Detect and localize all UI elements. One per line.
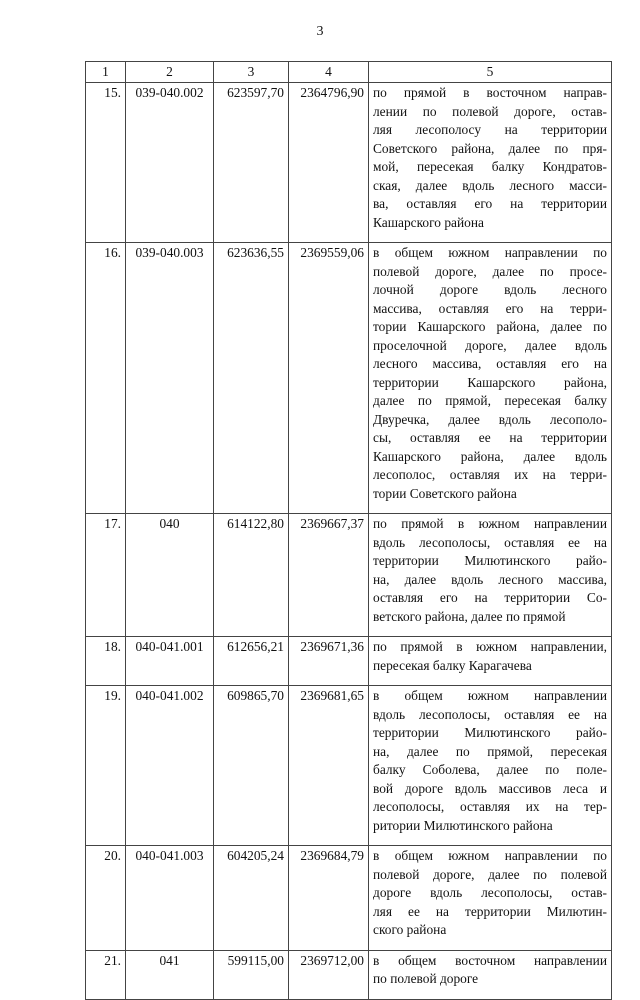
column-header-x: 3 bbox=[214, 62, 289, 83]
coordinate-x-cell: 609865,70 bbox=[214, 686, 289, 846]
point-number-cell: 17. bbox=[86, 514, 126, 637]
description-line: ского района bbox=[373, 922, 447, 937]
description-line: Кашарского района bbox=[373, 214, 484, 230]
description-line: по прямой в южном направлении, bbox=[373, 639, 607, 654]
point-number-cell: 21. bbox=[86, 950, 126, 999]
description-line: территории Милютинского райо- bbox=[373, 553, 607, 568]
table-row bbox=[86, 686, 612, 846]
description-line: далее по прямой, пересекая балку bbox=[373, 393, 607, 408]
description-line: территории Кашарского района, bbox=[373, 374, 607, 390]
boundary-description-cell bbox=[369, 637, 612, 686]
description-line: на, далее вдоль лесного массива, bbox=[373, 571, 607, 587]
description-line: ритории Милютинского района bbox=[373, 817, 553, 833]
description-line: лочной дороге вдоль лесного bbox=[373, 282, 607, 297]
point-number-cell: 18. bbox=[86, 637, 126, 686]
description-line: в общем южном направлении bbox=[373, 688, 607, 703]
description-line: лесополос, оставляя их на терри- bbox=[373, 467, 607, 482]
point-number-cell: 19. bbox=[86, 686, 126, 846]
coordinate-x-cell: 623597,70 bbox=[214, 83, 289, 243]
point-code-cell: 039-040.003 bbox=[126, 243, 214, 514]
description-line: массива, оставляя его на терри- bbox=[373, 300, 607, 316]
boundary-description-cell bbox=[369, 243, 612, 514]
column-header-code: 2 bbox=[126, 62, 214, 83]
description-line: полевой дороге, далее по полевой bbox=[373, 866, 607, 882]
coordinate-y-cell: 2369671,36 bbox=[289, 637, 369, 686]
boundary-description-cell bbox=[369, 950, 612, 999]
description-line: мой, пересекая балку Кондратов- bbox=[373, 159, 607, 174]
point-code-cell: 040-041.003 bbox=[126, 846, 214, 951]
description-line: лесного массива, оставляя его на bbox=[373, 356, 607, 371]
boundary-description-cell bbox=[369, 686, 612, 846]
table-row bbox=[86, 846, 612, 951]
boundary-points-table bbox=[85, 61, 612, 1000]
description-line: ляя ее на территории Милютин- bbox=[373, 903, 607, 919]
description-line: балку Соболева, далее по поле- bbox=[373, 762, 607, 777]
description-line: ская, далее вдоль лесного масси- bbox=[373, 177, 607, 193]
point-code-cell: 040-041.002 bbox=[126, 686, 214, 846]
coordinate-x-cell: 599115,00 bbox=[214, 950, 289, 999]
coordinate-y-cell: 2369681,65 bbox=[289, 686, 369, 846]
point-number-cell: 16. bbox=[86, 243, 126, 514]
table-row bbox=[86, 243, 612, 514]
boundary-description-cell bbox=[369, 83, 612, 243]
point-code-cell: 039-040.002 bbox=[126, 83, 214, 243]
coordinate-x-cell: 612656,21 bbox=[214, 637, 289, 686]
description-line: дороге вдоль лесополосы, остав- bbox=[373, 885, 607, 900]
description-line: Советского района, далее по пря- bbox=[373, 140, 607, 156]
table-row bbox=[86, 514, 612, 637]
description-line: лесополосы, оставляя их на тер- bbox=[373, 799, 607, 814]
coordinate-x-cell: 623636,55 bbox=[214, 243, 289, 514]
description-line: вой дороге вдоль массивов леса и bbox=[373, 780, 607, 796]
description-line: тории Советского района bbox=[373, 485, 517, 501]
description-line: на, далее по прямой, пересекая bbox=[373, 743, 607, 759]
table-header-row bbox=[86, 62, 612, 83]
description-line: вдоль лесополосы, оставляя ее на bbox=[373, 534, 607, 550]
point-number-cell: 20. bbox=[86, 846, 126, 951]
point-code-cell: 040-041.001 bbox=[126, 637, 214, 686]
coordinate-x-cell: 604205,24 bbox=[214, 846, 289, 951]
description-line: лении по полевой дороге, остав- bbox=[373, 103, 607, 119]
description-line: Двуречка, далее вдоль лесополо- bbox=[373, 411, 607, 427]
coordinate-y-cell: 2369559,06 bbox=[289, 243, 369, 514]
coordinate-y-cell: 2369684,79 bbox=[289, 846, 369, 951]
description-line: оставляя его на территории Со- bbox=[373, 590, 607, 605]
description-line: ва, оставляя его на территории bbox=[373, 196, 607, 211]
description-line: по полевой дороге bbox=[373, 971, 479, 986]
coordinate-y-cell: 2369712,00 bbox=[289, 950, 369, 999]
description-line: по прямой в южном направлении bbox=[373, 516, 607, 531]
column-header-number: 1 bbox=[86, 62, 126, 83]
table-row bbox=[86, 637, 612, 686]
coordinate-y-cell: 2364796,90 bbox=[289, 83, 369, 243]
description-line: в общем восточном направлении bbox=[373, 952, 607, 968]
table-row bbox=[86, 83, 612, 243]
table-body bbox=[86, 83, 612, 1000]
column-header-description: 5 bbox=[369, 62, 612, 83]
boundary-description-cell bbox=[369, 514, 612, 637]
description-line: территории Милютинского райо- bbox=[373, 725, 607, 740]
coordinate-x-cell: 614122,80 bbox=[214, 514, 289, 637]
page-number: 3 bbox=[316, 24, 324, 39]
table-row bbox=[86, 950, 612, 999]
description-line: вдоль лесополосы, оставляя ее на bbox=[373, 706, 607, 722]
description-line: проселочной дороге, далее вдоль bbox=[373, 337, 607, 353]
description-line: по прямой в восточном направ- bbox=[373, 85, 607, 100]
point-code-cell: 041 bbox=[126, 950, 214, 999]
description-line: Кашарского района, далее вдоль bbox=[373, 448, 607, 464]
description-line: в общем южном направлении по bbox=[373, 245, 607, 260]
point-code-cell: 040 bbox=[126, 514, 214, 637]
description-line: полевой дороге, далее по просе- bbox=[373, 263, 607, 279]
boundary-description-cell bbox=[369, 846, 612, 951]
description-line: ветского района, далее по прямой bbox=[373, 608, 566, 624]
point-number-cell: 15. bbox=[86, 83, 126, 243]
description-line: пересекая балку Карагачева bbox=[373, 657, 532, 673]
column-header-y: 4 bbox=[289, 62, 369, 83]
description-line: тории Кашарского района, далее по bbox=[373, 319, 607, 334]
description-line: сы, оставляя ее на территории bbox=[373, 430, 607, 445]
description-line: в общем южном направлении по bbox=[373, 848, 607, 863]
description-line: ляя лесополосу на территории bbox=[373, 122, 607, 137]
coordinate-y-cell: 2369667,37 bbox=[289, 514, 369, 637]
